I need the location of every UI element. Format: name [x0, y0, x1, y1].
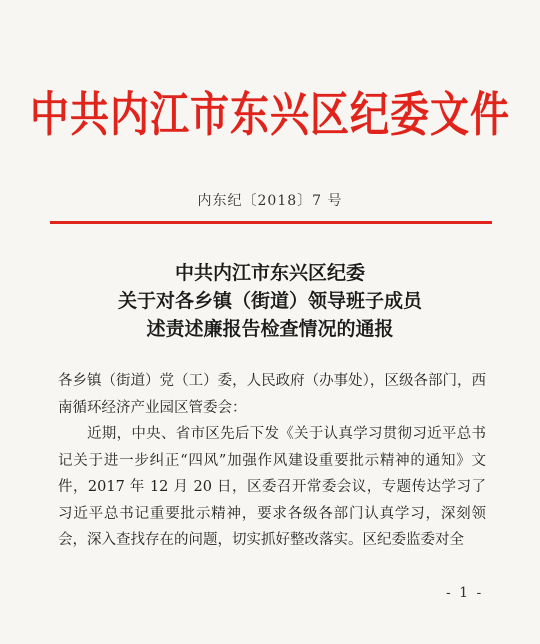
title-line-2: 关于对各乡镇（街道）领导班子成员 [117, 290, 422, 312]
title-line-1: 中共内江市东兴区纪委 [174, 262, 365, 284]
title-line-3: 述责述廉报告检查情况的通报 [146, 318, 394, 340]
page-number: - 1 - [446, 585, 484, 601]
document-title [0, 259, 540, 343]
document-body [58, 368, 486, 554]
document-masthead: 中共内江市东兴区纪委文件 [29, 87, 510, 144]
salutation: 各乡镇（街道）党（工）委，人民政府（办事处），区级各部门，西南循环经济产业园区管委会： [58, 373, 486, 416]
red-divider-line [50, 221, 492, 224]
document-number: 内东纪〔2018〕7 号 [197, 193, 343, 209]
body-paragraph: 近期，中央、省市区先后下发《关于认真学习贯彻习近平总书记关于进一步纠正“四风”加强作风建设重要批示精神的通知》文件，2017 年 12 月 20 日，区委召开常委会议，专题传达学习了习近平总书记重要批示精神，要求各级各部门认真学习，深刻领会，深入查找存在的问题，切实抓好整改落实。区纪委监委对全 [58, 426, 486, 548]
